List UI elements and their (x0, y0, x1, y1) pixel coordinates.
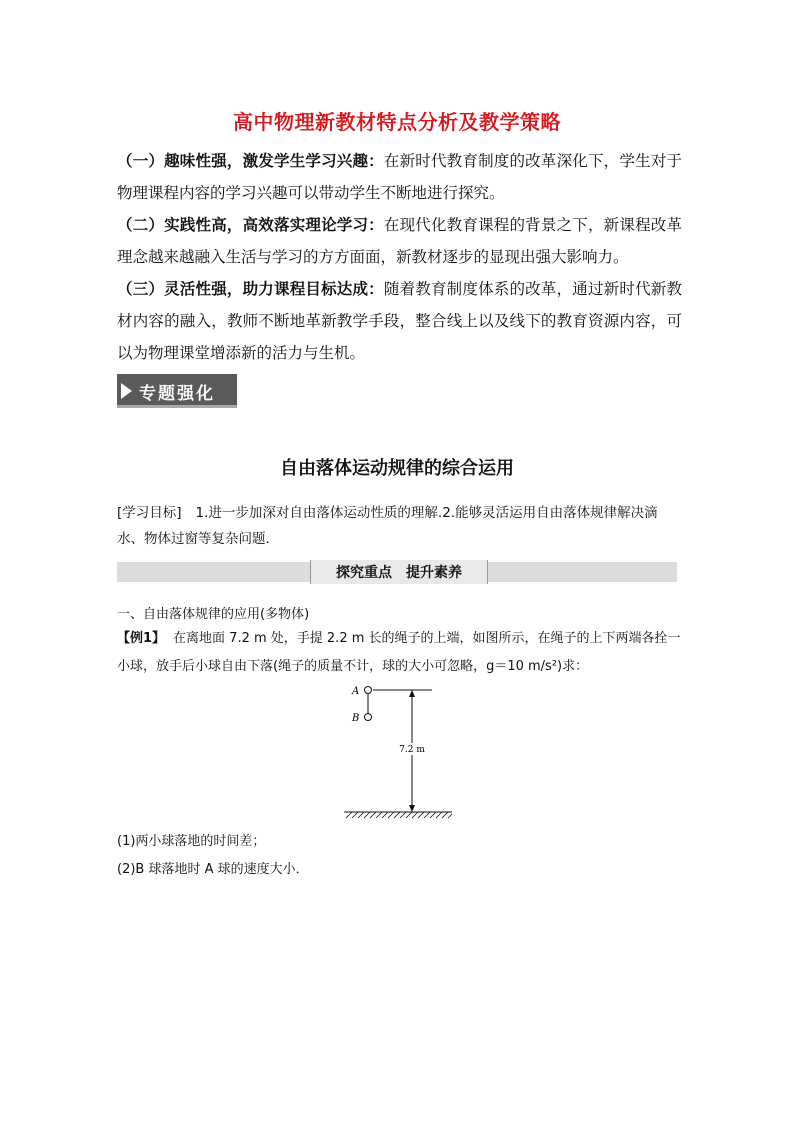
intro-section (117, 145, 682, 369)
page-title: 高中物理新教材特点分析及教学策略 (233, 110, 561, 134)
triangle-arrow-icon (121, 383, 132, 399)
ball-b (365, 714, 372, 721)
ball-a (365, 687, 372, 694)
intro-label-1: （一）趣味性强，激发学生学习兴趣： (117, 152, 384, 170)
question-1: (1)两小球落地的时间差； (117, 834, 266, 849)
intro-label-2: （二）实践性高，高效落实理论学习： (117, 216, 384, 234)
intro-paragraph-1 (117, 145, 682, 209)
intro-text-1: 在新时代教育制度的改革深化下，学生对于物理课程内容的学习兴趣可以带动学生不断地进行探究。 (117, 152, 682, 202)
intro-text-3: 随着教育制度体系的改革，通过新时代新教材内容的融入，教师不断地革新教学手段，整合线上以及线下的教育资源内容，可以为物理课堂增添新的活力与生机。 (117, 280, 682, 362)
intro-paragraph-3 (117, 273, 682, 369)
band-label-right: 提升素养 (406, 565, 462, 581)
band-label-left: 探究重点 (336, 565, 392, 581)
intro-text-2: 在现代化教育课程的背景之下，新课程改革理念越来越融入生活与学习的方方面面，新教材逐步的显现出强大影响力。 (117, 216, 682, 266)
topic-banner (117, 374, 237, 408)
label-a: A (352, 686, 360, 697)
question-2: (2)B 球落地时 A 球的速度大小． (117, 862, 309, 877)
section-title: 自由落体运动规律的综合运用 (280, 458, 514, 479)
goals-label: [学习目标] (117, 505, 182, 521)
height-arrow-down-icon (409, 805, 415, 812)
example-1 (117, 625, 682, 681)
falling-balls-figure (340, 680, 460, 820)
label-b: B (352, 713, 360, 724)
height-arrow-up-icon (409, 690, 415, 697)
example-label: 【例1】 (117, 631, 166, 646)
banner-label: 专题强化 (139, 384, 215, 404)
learning-goals (117, 500, 682, 552)
example-text: 在离地面 7.2 m 处，手提 2.2 m 长的绳子的上端，如图所示，在绳子的上下两端各拴一小球，放手后小球自由下落(绳子的质量不计，球的大小可忽略，g＝10 m/s²)求： (117, 631, 681, 674)
intro-label-3: （三）灵活性强，助力课程目标达成： (117, 280, 384, 298)
section-heading-1: 一、自由落体规律的应用(多物体) (117, 607, 310, 622)
ground-hatching (346, 812, 452, 818)
height-label: 7.2 m (399, 745, 425, 755)
section-band-box (310, 560, 488, 584)
questions (117, 828, 682, 884)
goals-text: 1.进一步加深对自由落体运动性质的理解.2.能够灵活运用自由落体规律解决滴水、物体过窗等复杂问题． (117, 505, 658, 547)
intro-paragraph-2 (117, 209, 682, 273)
